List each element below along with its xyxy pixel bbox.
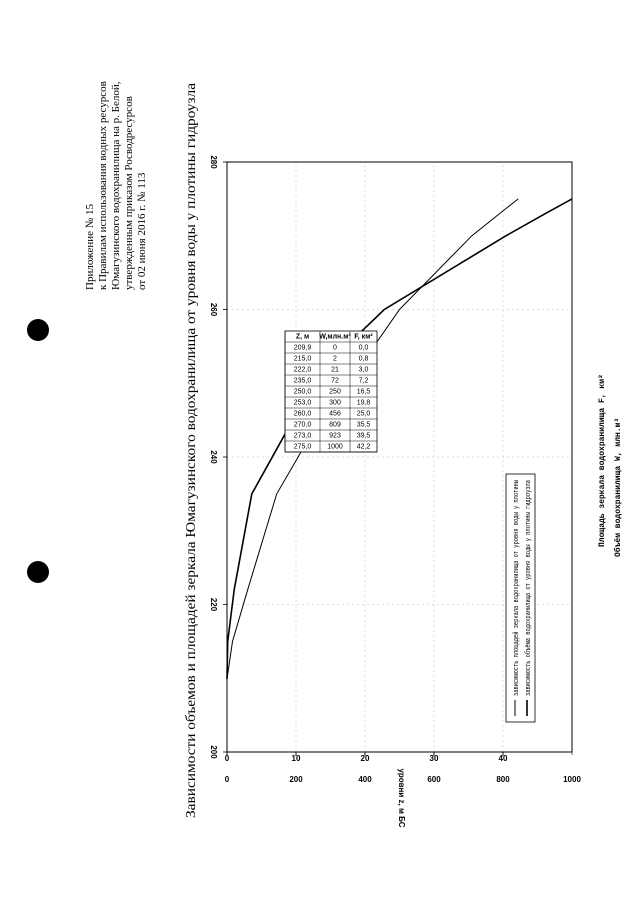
x-tick-label-volume: 600 <box>427 775 441 784</box>
table-cell: 809 <box>329 421 341 429</box>
x-tick-label-area: 20 <box>360 754 370 763</box>
legend-entry-volume: зависимость объёма водохранилища от уровня воды у плотины гидроузла <box>525 407 533 696</box>
appendix-header <box>84 81 148 290</box>
table-cell: 923 <box>329 432 341 440</box>
x-tick-label-area: 40 <box>498 754 508 763</box>
table-cell: 0,8 <box>358 355 369 363</box>
table-cell: 222,0 <box>293 366 312 374</box>
table-cell: 16,5 <box>356 388 371 396</box>
y-tick-label: 240 <box>209 450 218 464</box>
header-line: Юмагузинского водохранилища на р. Белой, <box>110 81 122 290</box>
x-tick-label-volume: 800 <box>496 775 510 784</box>
table-cell: 42,2 <box>356 443 371 451</box>
header-line: Приложение № 15 <box>84 203 96 290</box>
x-tick-label-volume: 1000 <box>563 775 581 784</box>
table-cell: 0,0 <box>358 344 369 352</box>
table-header-cell: W,млн.м³ <box>319 333 351 341</box>
x-tick-label-volume: 200 <box>289 775 303 784</box>
table-cell: 253,0 <box>293 399 312 407</box>
x-tick-label-area: 0 <box>224 754 230 763</box>
table-cell: 273,0 <box>293 432 312 440</box>
y-tick-label: 220 <box>209 597 218 612</box>
x-tick-label-volume: 400 <box>358 775 372 784</box>
punch-hole-bottom <box>27 561 49 583</box>
y-tick-label: 260 <box>209 302 218 317</box>
table-cell: 1000 <box>327 443 343 451</box>
y-axis-label: уровни z, м БС <box>397 768 406 828</box>
table-cell: 3,0 <box>358 366 369 374</box>
legend <box>506 407 535 722</box>
chart <box>209 155 623 827</box>
x-axis-label-volume: Объём водохранилища W, млн.м³ <box>614 417 623 557</box>
table-cell: 21 <box>331 366 339 374</box>
table-cell: 270,0 <box>293 421 312 429</box>
table-header-cell: Z, м <box>295 333 310 341</box>
table-cell: 250,0 <box>293 388 312 396</box>
table-cell: 39,5 <box>356 432 371 440</box>
legend-entry-area: зависимость площадей зеркала водохранилища от уровня воды у плотины <box>513 407 521 696</box>
table-cell: 209,9 <box>293 344 312 352</box>
table-cell: 72 <box>331 377 339 385</box>
punch-hole-top <box>27 319 49 341</box>
x-tick-label-area: 30 <box>429 754 439 763</box>
table-cell: 35,5 <box>356 421 371 429</box>
header-line: от 02 июня 2016 г. № 113 <box>136 172 148 290</box>
x-tick-label-area: 10 <box>291 754 301 763</box>
table-cell: 456 <box>329 410 341 418</box>
table-cell: 300 <box>329 399 341 407</box>
x-tick-label-volume: 0 <box>224 775 230 784</box>
y-tick-label: 200 <box>209 745 218 759</box>
table-cell: 7,2 <box>358 377 369 385</box>
x-axis-label-area: Площадь зеркала водохранилища F, км² <box>598 374 607 547</box>
table-cell: 215,0 <box>293 355 312 363</box>
table-cell: 25,0 <box>356 410 371 418</box>
table-cell: 0 <box>333 344 337 352</box>
table-cell: 235,0 <box>293 377 312 385</box>
table-cell: 250 <box>329 388 341 396</box>
table-header-cell: F, км² <box>354 333 373 341</box>
table-cell: 2 <box>333 355 337 363</box>
table-cell: 19,8 <box>356 399 371 407</box>
chart-title: Зависимости объемов и площадей зеркала Юмагузинского водохранилища от уровня воды у плотины гидроузла <box>183 171 198 818</box>
header-line: к Правилам использования водных ресурсов <box>97 81 109 290</box>
y-tick-label: 280 <box>209 155 218 169</box>
header-line: утвержденным приказом Росводресурсов <box>123 96 135 290</box>
table-cell: 260,0 <box>293 410 312 418</box>
table-cell: 275,0 <box>293 443 312 451</box>
data-table <box>285 331 377 452</box>
